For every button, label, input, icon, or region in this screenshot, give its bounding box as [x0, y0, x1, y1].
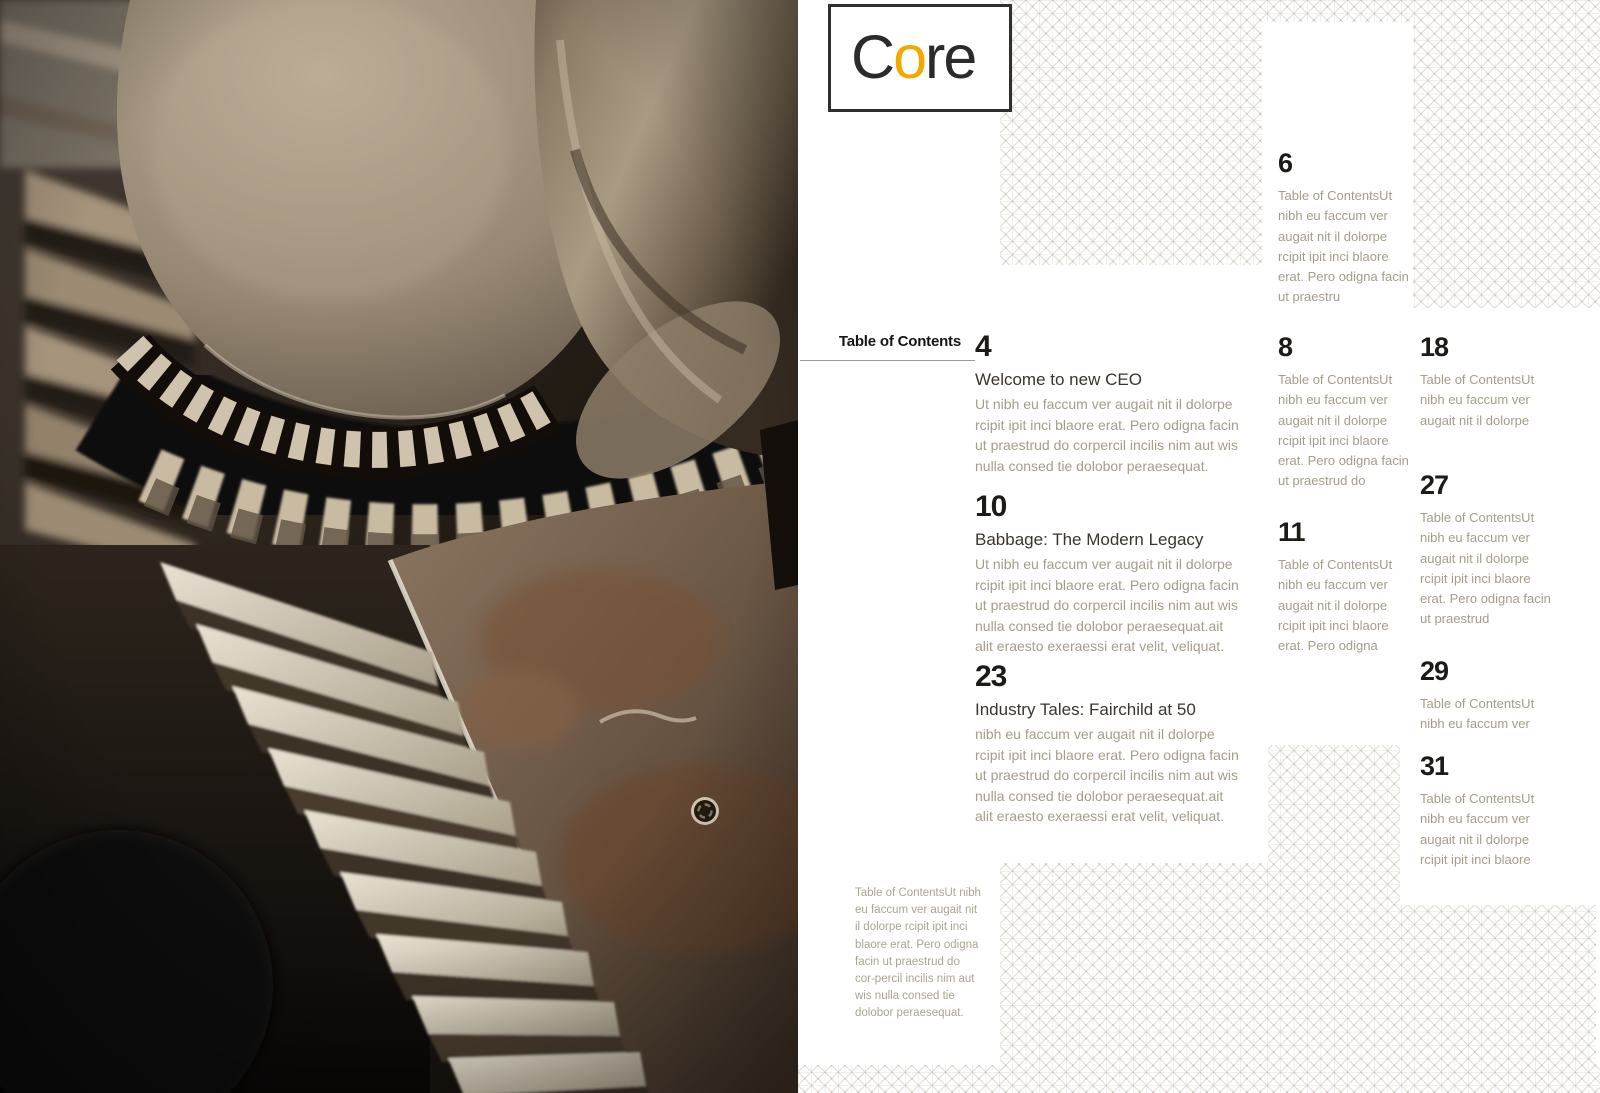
- toc-entry-body: nibh eu faccum ver augait nit il dolorpe rcipit ipit inci blaore erat. Pero odigna facin ut praestrud do corpercil incilis nim aut wis nulla consed tie dolobor peraesequat.ait alit eraesto exeraessi erat velit, veliquat.: [975, 726, 1239, 824]
- gears-photo-art: [0, 0, 798, 1093]
- toc-rule-divider: [800, 360, 975, 361]
- toc-entry-page-number: 6: [1278, 148, 1293, 178]
- toc-entry: [1278, 334, 1418, 492]
- toc-entry-title: Industry Tales: Fairchild at 50: [975, 700, 1196, 719]
- toc-entry-body: Table of ContentsUt nibh eu faccum ver augait nit il dolorpe: [1420, 372, 1535, 428]
- toc-entry-title: Babbage: The Modern Legacy: [975, 530, 1204, 549]
- logo-accent-letter: o: [893, 23, 925, 91]
- logo-letter: C: [851, 23, 894, 91]
- magazine-logo: [828, 4, 1012, 112]
- toc-entry-body: Table of ContentsUt nibh eu faccum ver augait nit il dolorpe rcipit ipit inci blaore erat. Pero odigna facin ut praestrud: [1420, 510, 1551, 627]
- toc-entry-page-number: 11: [1278, 517, 1305, 547]
- toc-entry: [975, 492, 1243, 657]
- toc-entry-page-number: 8: [1278, 332, 1293, 362]
- toc-section-label: Table of Contents: [838, 333, 961, 350]
- toc-footnote: Table of ContentsUt nibh eu faccum ver augait nit il dolorpe rcipit ipit inci blaore erat. Pero odigna facin ut praestrud do cor-percil incilis nim aut wis nulla consed tie dolobor peraesequat.: [855, 887, 981, 1020]
- toc-entry: [1278, 519, 1418, 656]
- toc-entry-page-number: 27: [1420, 470, 1449, 500]
- logo-letters: re: [925, 23, 976, 91]
- toc-entry-page-number: 23: [975, 660, 1007, 693]
- toc-entry-body: Table of ContentsUt nibh eu faccum ver: [1420, 696, 1535, 732]
- toc-entry: [1420, 753, 1558, 870]
- toc-entry: [975, 662, 1243, 827]
- toc-entry-body: Ut nibh eu faccum ver augait nit il dolorpe rcipit ipit inci blaore erat. Pero odigna facin ut praestrud do corpercil incilis nim aut wis nulla consed tie dolobor peraesequat.: [975, 396, 1239, 474]
- toc-entry: [1420, 334, 1558, 431]
- toc-entry-page-number: 10: [975, 490, 1007, 523]
- toc-entry-body: Table of ContentsUt nibh eu faccum ver augait nit il dolorpe rcipit ipit inci blaore erat. Pero odigna facin ut praestru: [1278, 188, 1409, 305]
- toc-entry-page-number: 18: [1420, 332, 1449, 362]
- toc-entry-page-number: 4: [975, 330, 991, 363]
- toc-entry-title: Welcome to new CEO: [975, 370, 1142, 389]
- toc-entry-body: Ut nibh eu faccum ver augait nit il dolorpe rcipit ipit inci blaore erat. Pero odigna facin ut praestrud do corpercil incilis nim aut wis nulla consed tie dolobor peraesequat.ait alit eraesto exeraessi erat velit, veliquat.: [975, 556, 1239, 654]
- toc-entry: [975, 332, 1243, 476]
- toc-entry-body: Table of ContentsUt nibh eu faccum ver augait nit il dolorpe rcipit ipit inci blaore erat. Pero odigna: [1278, 557, 1393, 654]
- toc-page: [798, 0, 1600, 1093]
- toc-entry: [1420, 658, 1558, 735]
- toc-entry-page-number: 29: [1420, 656, 1449, 686]
- gears-photo: [0, 0, 798, 1093]
- toc-entry-page-number: 31: [1420, 751, 1449, 781]
- toc-entry: [1278, 150, 1418, 308]
- toc-entry-body: Table of ContentsUt nibh eu faccum ver augait nit il dolorpe rcipit ipit inci blaore erat. Pero odigna facin ut praestrud do: [1278, 372, 1409, 489]
- toc-entry-body: Table of ContentsUt nibh eu faccum ver augait nit il dolorpe rcipit ipit inci blaore: [1420, 791, 1535, 867]
- toc-entry: [1420, 472, 1558, 630]
